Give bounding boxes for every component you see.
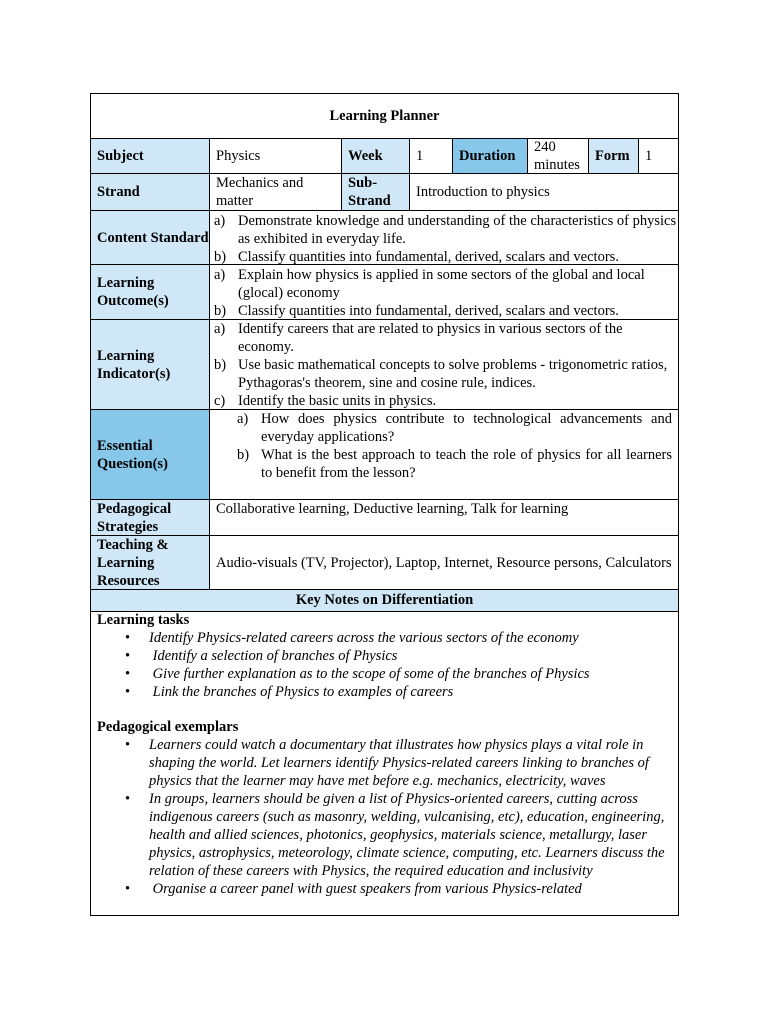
content-standard-cell bbox=[209, 210, 679, 265]
planner-title-cell bbox=[90, 93, 679, 139]
page-title: Learning Planner bbox=[329, 107, 440, 124]
content-standard-label: Content Standard bbox=[90, 210, 210, 265]
list-item: • Identify a selection of branches of Physics bbox=[125, 648, 398, 664]
list-item: b) Classify quantities into fundamental, derived, scalars and vectors. bbox=[214, 303, 619, 319]
list-item: • In groups, learners should be given a list of Physics-oriented careers, cutting across indigenous careers (such as masonry, welding, vulcanising, etc), education, engineering, health and allied sciences, photonics, geophysics, materials science, metallurgy, laser physics, astrophysics, meteorology, climate science, computing, etc. Learners discuss the relation of these careers with Physics, the required education and inclusivity bbox=[125, 791, 665, 879]
list-item: c) Identify the basic units in physics. bbox=[214, 393, 437, 409]
learning-outcomes-label: Learning Outcome(s) bbox=[90, 264, 210, 320]
list-item: • Learners could watch a documentary that illustrates how physics plays a vital role in shaping the world. Let learners identify Physics-related careers linking to branches of physics that the learner may have met before e.g. mechanics, electricity, waves bbox=[125, 737, 649, 789]
list-item: b) Use basic mathematical concepts to solve problems - trigonometric ratios, Pythagoras's theorem, sine and cosine rule, indices. bbox=[214, 357, 668, 391]
list-item: • Give further explanation as to the scope of some of the branches of Physics bbox=[125, 666, 590, 682]
list-item: a) How does physics contribute to technological advancements and everyday applications? bbox=[237, 411, 672, 445]
differentiation-content bbox=[91, 611, 678, 898]
duration-label: Duration bbox=[452, 138, 528, 174]
learning-tasks-heading: Learning tasks bbox=[97, 612, 190, 628]
list-item: • Organise a career panel with guest speakers from various Physics-related bbox=[125, 881, 582, 897]
list-item: b) What is the best approach to teach the role of physics for all learners to benefit from the lesson? bbox=[237, 447, 672, 481]
substrand-label: Sub-Strand bbox=[341, 173, 410, 211]
essential-questions-label: Essential Question(s) bbox=[90, 409, 210, 500]
pedagogical-strategies-value: Collaborative learning, Deductive learning, Talk for learning bbox=[209, 499, 679, 536]
list-item: a) Identify careers that are related to physics in various sectors of the economy. bbox=[214, 321, 623, 355]
form-label: Form bbox=[588, 138, 639, 174]
strand-label: Strand bbox=[90, 173, 210, 211]
learning-indicators-cell bbox=[209, 319, 679, 410]
list-item: b) Classify quantities into fundamental, derived, scalars and vectors. bbox=[214, 249, 619, 265]
pedagogical-exemplars-list bbox=[97, 736, 668, 898]
list-item: • Identify Physics-related careers across the various sectors of the economy bbox=[125, 630, 579, 646]
subject-label: Subject bbox=[90, 138, 210, 174]
pedagogical-exemplars-heading: Pedagogical exemplars bbox=[97, 719, 239, 735]
pedagogical-strategies-label: Pedagogical Strategies bbox=[90, 499, 210, 536]
learning-tasks-list bbox=[97, 629, 668, 701]
week-value: 1 bbox=[409, 138, 453, 174]
week-label: Week bbox=[341, 138, 410, 174]
duration-value: 240 minutes bbox=[527, 138, 589, 174]
learning-outcomes-cell bbox=[209, 264, 679, 320]
subject-value: Physics bbox=[209, 138, 342, 174]
essential-questions-cell bbox=[209, 409, 679, 500]
substrand-value: Introduction to physics bbox=[409, 173, 679, 211]
form-value: 1 bbox=[638, 138, 679, 174]
list-item: a) Explain how physics is applied in some sectors of the global and local (glocal) economy bbox=[214, 267, 645, 301]
resources-value: Audio-visuals (TV, Projector), Laptop, Internet, Resource persons, Calculators bbox=[209, 535, 679, 590]
key-notes-heading: Key Notes on Differentiation bbox=[90, 589, 679, 612]
list-item: a) Demonstrate knowledge and understanding of the characteristics of physics as exhibited in everyday life. bbox=[214, 213, 677, 247]
resources-label: Teaching & Learning Resources bbox=[90, 535, 210, 590]
list-item: • Link the branches of Physics to examples of careers bbox=[125, 684, 454, 700]
learning-indicators-label: Learning Indicator(s) bbox=[90, 319, 210, 410]
strand-value: Mechanics and matter bbox=[209, 173, 342, 211]
